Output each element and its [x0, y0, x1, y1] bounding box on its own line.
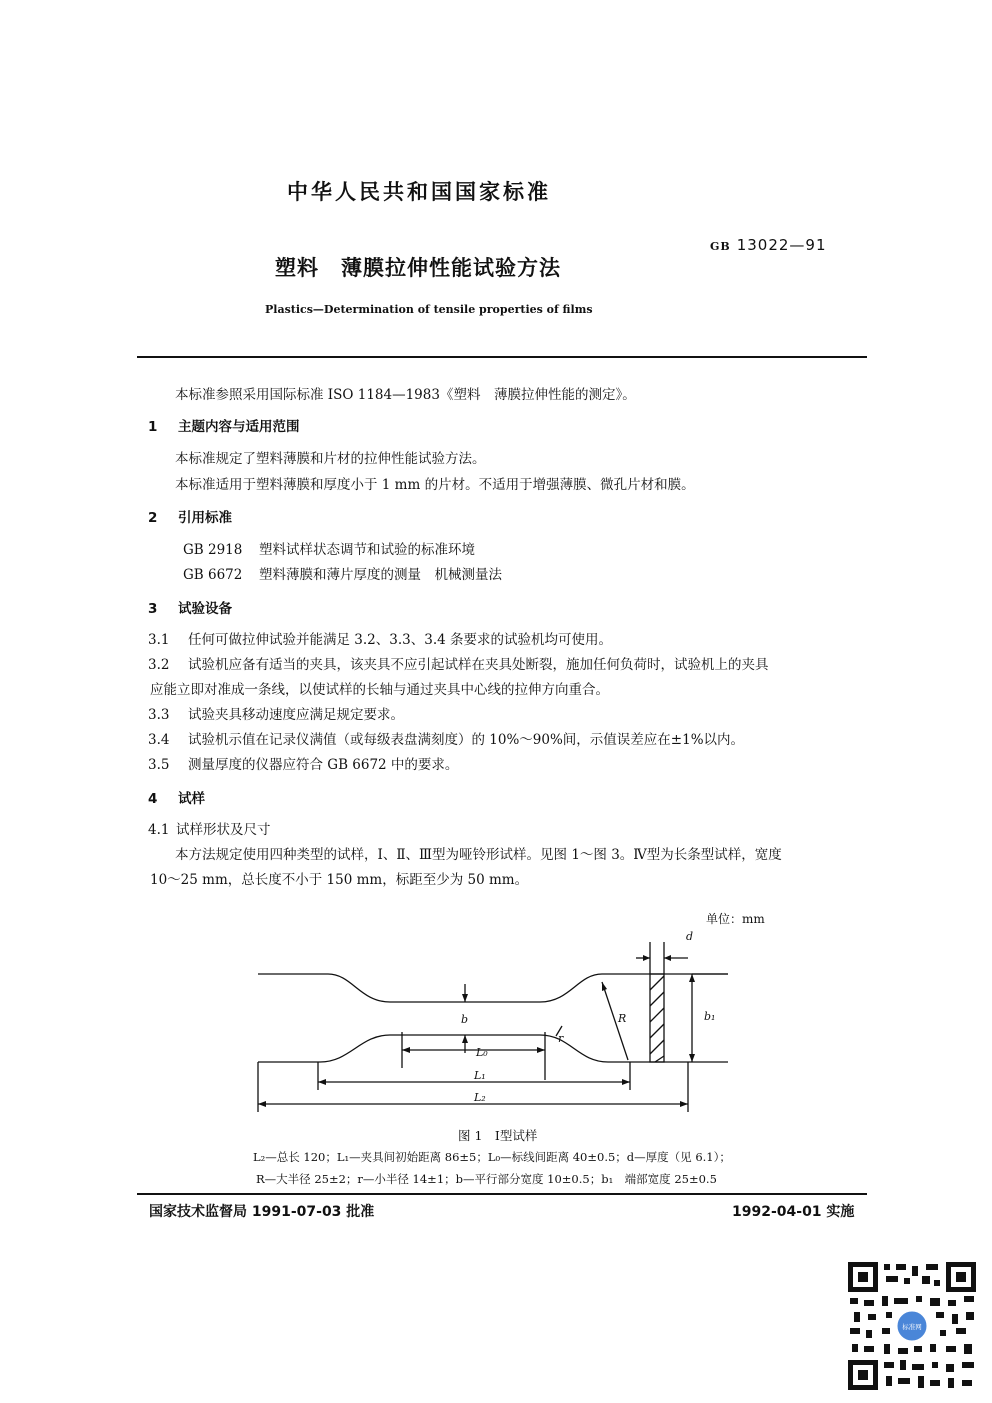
standard-code-prefix: GB	[710, 240, 731, 253]
label-L2: L₂	[474, 1091, 486, 1104]
subsection-title: 试样形状及尺寸	[176, 822, 271, 838]
figure-legend-line-2: R—大半径 25±2；r—小半径 14±1；b—平行部分宽度 10±0.5；b₁ 端部宽度 25±0.5	[256, 1172, 717, 1186]
clause-text: 试验机示值在记录仪满值（或每级表盘满刻度）的 10%～90%间，示值误差应在±1%以内。	[188, 732, 745, 748]
qr-code[interactable]	[848, 1262, 976, 1390]
label-b1: b₁	[704, 1010, 716, 1023]
reference-item	[183, 538, 475, 558]
document-title: 塑料 薄膜拉伸性能试验方法	[275, 256, 561, 280]
figure-legend-line-1: L₂—总长 120；L₁—夹具间初始距离 86±5；L₀—标线间距离 40±0.5；d—厚度（见 6.1）；	[253, 1150, 731, 1164]
qr-badge-text: 标准网	[902, 1323, 922, 1331]
section-4-paragraph-2: 10～25 mm，总长度不小于 150 mm，标距至少为 50 mm。	[150, 872, 529, 888]
label-r: r	[558, 1032, 564, 1045]
clause-text: 试验机应备有适当的夹具，该夹具不应引起试样在夹具处断裂，施加任何负荷时，试验机上的夹具	[188, 657, 769, 673]
section-title: 引用标准	[178, 510, 232, 526]
national-standard-heading: 中华人民共和国国家标准	[287, 180, 551, 204]
clause-text: 试验夹具移动速度应满足规定要求。	[188, 707, 404, 723]
section-title: 试样	[178, 791, 205, 807]
header-divider	[137, 356, 867, 358]
section-1-paragraph-1: 本标准规定了塑料薄膜和片材的拉伸性能试验方法。	[175, 451, 486, 467]
label-d: d	[686, 930, 694, 943]
label-L0: L₀	[476, 1046, 488, 1059]
subsection-4-1-heading	[148, 818, 271, 838]
footer-divider	[137, 1193, 867, 1195]
reference-name: 塑料薄膜和薄片厚度的测量 机械测量法	[259, 567, 502, 583]
clause-item	[148, 653, 769, 673]
document-title-english: Plastics—Determination of tensile properties of films	[265, 303, 593, 316]
section-title: 试验设备	[178, 601, 232, 617]
label-b: b	[461, 1013, 469, 1026]
clause-item	[148, 628, 612, 648]
reference-name: 塑料试样状态调节和试验的标准环境	[259, 542, 475, 558]
figure-unit-note: 单位：mm	[706, 912, 765, 926]
section-2-heading	[148, 506, 232, 526]
section-title: 主题内容与适用范围	[178, 419, 300, 435]
approval-date: 国家技术监督局 1991-07-03 批准	[149, 1204, 375, 1220]
intro-paragraph: 本标准参照采用国际标准 ISO 1184—1983《塑料 薄膜拉伸性能的测定》。	[175, 387, 636, 403]
clause-continuation: 应能立即对准成一条线，以使试样的长轴与通过夹具中心线的拉伸方向重合。	[150, 682, 609, 698]
section-1-paragraph-2: 本标准适用于塑料薄膜和厚度小于 1 mm 的片材。不适用于增强薄膜、微孔片材和膜。	[175, 477, 695, 493]
subsection-number: 4.1	[148, 822, 170, 838]
qr-code-image	[848, 1262, 976, 1390]
implementation-date: 1992-04-01 实施	[732, 1204, 855, 1220]
standard-code	[710, 236, 827, 254]
specimen-outline	[258, 1035, 728, 1062]
clause-number: 3.2	[148, 657, 170, 673]
clause-number: 3.1	[148, 632, 170, 648]
section-number: 2	[148, 510, 158, 526]
section-4-paragraph-1: 本方法规定使用四种类型的试样，Ⅰ、Ⅱ、Ⅲ型为哑铃形试样。见图 1～图 3。Ⅳ型为长条型试样，宽度	[175, 847, 782, 863]
section-4-heading	[148, 787, 205, 807]
clause-number: 3.5	[148, 757, 170, 773]
figure-caption: 图 1 Ⅰ型试样	[458, 1128, 538, 1143]
section-number: 3	[148, 601, 158, 617]
clause-text: 任何可做拉伸试验并能满足 3.2、3.3、3.4 条要求的试验机均可使用。	[188, 632, 612, 648]
clause-number: 3.3	[148, 707, 170, 723]
reference-code: GB 6672	[183, 567, 243, 583]
clause-number: 3.4	[148, 732, 170, 748]
label-R: R	[618, 1012, 627, 1025]
clause-item	[148, 728, 744, 748]
clause-item	[148, 753, 458, 773]
section-3-heading	[148, 597, 232, 617]
label-L1: L₁	[474, 1069, 486, 1082]
section-number: 1	[148, 419, 158, 435]
specimen-type-1-diagram	[240, 920, 760, 1120]
clause-text: 测量厚度的仪器应符合 GB 6672 中的要求。	[188, 757, 459, 773]
reference-code: GB 2918	[183, 542, 243, 558]
section-1-heading	[148, 415, 300, 435]
reference-item	[183, 563, 502, 583]
section-number: 4	[148, 791, 158, 807]
clause-item	[148, 703, 404, 723]
standard-code-number: 13022—91	[736, 236, 827, 254]
